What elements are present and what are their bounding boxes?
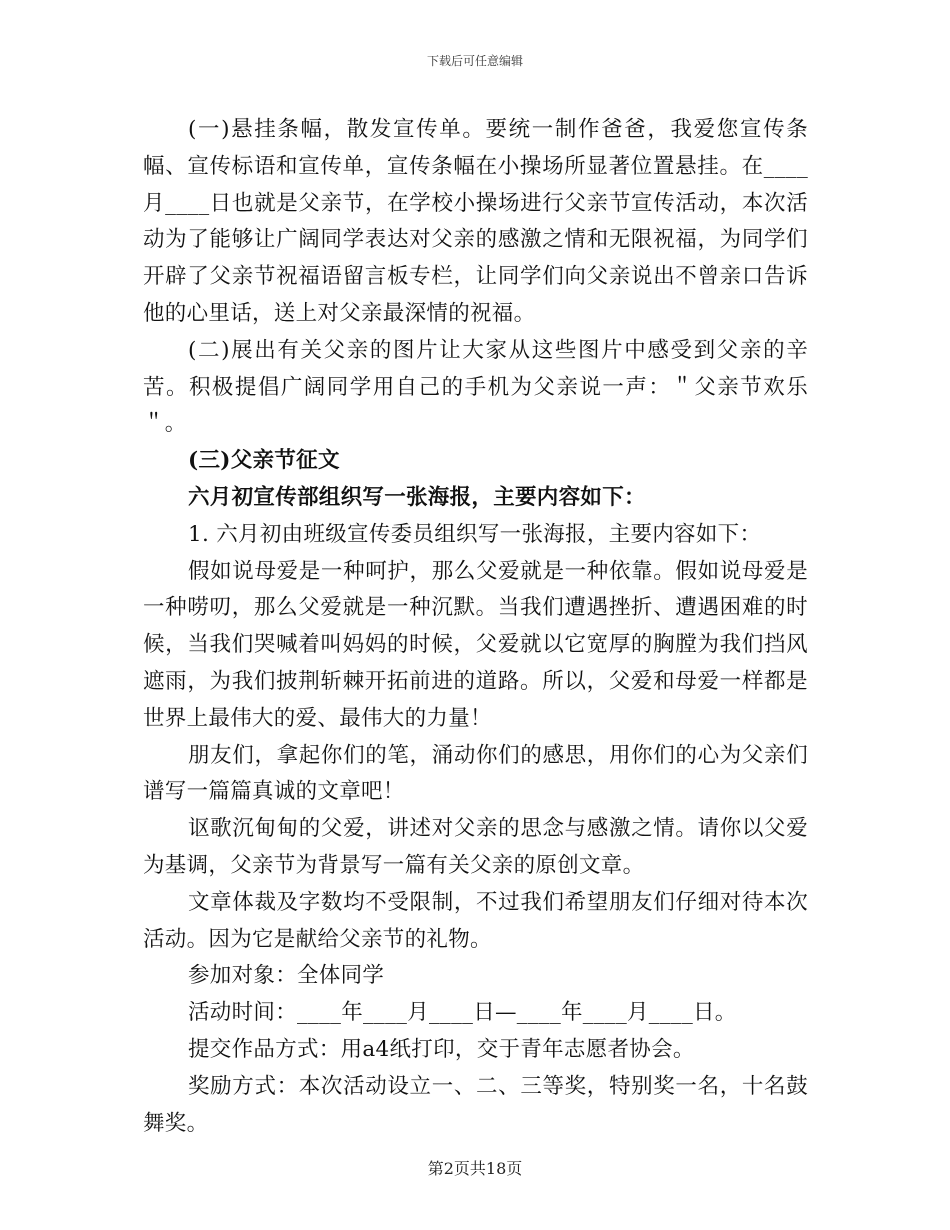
paragraph-theme: 讴歌沉甸甸的父爱，讲述对父亲的思念与感激之情。请你以父爱为基调，父亲节为背景写一篇有关父亲的原创文章。	[143, 816, 808, 878]
poster-heading: 六月初宣传部组织写一张海报，主要内容如下：	[188, 484, 646, 510]
document-body	[143, 112, 808, 1142]
page-number: 第2页共18页	[427, 1159, 523, 1178]
awards-line: 奖励方式：本次活动设立一、二、三等奖，特别奖一名，十名鼓舞奖。	[143, 1073, 808, 1136]
header-note: 下载后可任意编辑	[426, 54, 523, 68]
paragraph-pictures: (二)展出有关父亲的图片让大家从这些图片中感受到父亲的辛苦。积极提倡广阔同学用自己的手机为父亲说一声：＂父亲节欢乐＂。	[143, 337, 808, 437]
submission-line: 提交作品方式：用a4纸打印，交于青年志愿者协会。	[188, 1036, 695, 1062]
section-heading-essay: (三)父亲节征文	[188, 448, 340, 474]
paragraph-fatherly-love: 假如说母爱是一种呵护，那么父爱就是一种依靠。假如说母爱是一种唠叨，那么父爱就是一种沉默。当我们遭遇挫折、遭遇困难的时候，当我们哭喊着叫妈妈的时候，父爱就以它宽厚的胸膛为我们挡风遮雨，为我们披荆斩棘开拓前进的道路。所以，父爱和母爱一样都是世界上最伟大的爱、最伟大的力量！	[143, 558, 808, 731]
list-item-1: 1. 六月初由班级宣传委员组织写一张海报，主要内容如下：	[188, 521, 762, 547]
paragraph-call-to-write: 朋友们，拿起你们的笔，涌动你们的感思，用你们的心为父亲们谱写一篇篇真诚的文章吧！	[143, 742, 808, 805]
participants-line: 参加对象：全体同学	[188, 963, 385, 989]
paragraph-banners: (一)悬挂条幅，散发宣传单。要统一制作爸爸，我爱您宣传条幅、宣传标语和宣传单，宣传条幅在小操场所显著位置悬挂。在____月____日也就是父亲节，在学校小操场进行父亲节宣传活动，本次活动为了能够让广阔同学表达对父亲的感激之情和无限祝福，为同学们开辟了父亲节祝福语留言板专栏，让同学们向父亲说出不曾亲口告诉他的心里话，送上对父亲最深情的祝福。	[143, 117, 808, 326]
activity-time-line: 活动时间：____年____月____日—____年____月____日。	[188, 1000, 737, 1026]
paragraph-genre: 文章体裁及字数均不受限制，不过我们希望朋友们仔细对待本次活动。因为它是献给父亲节的礼物。	[143, 889, 808, 952]
